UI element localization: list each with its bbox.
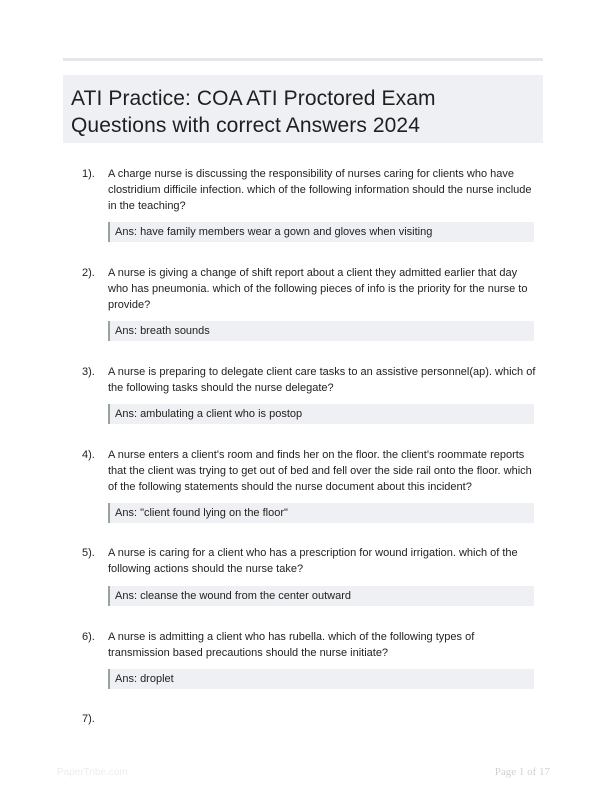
question-number: 5). [82,547,95,559]
answer-box: Ans: "client found lying on the floor" [108,503,534,523]
question-text: A charge nurse is discussing the responsibility of nurses caring for clients who have clostridium difficile infection. which of the following information should the nurse include in the teaching? [108,168,532,212]
page-number: Page 1 of 17 [494,766,550,778]
question-text: A nurse enters a client's room and finds her on the floor. the client's roommate reports that the client was trying to get out of bed and fell over the side rail onto the floor. which of the following statements should the nurse document about this incident? [108,449,532,493]
question-text: A nurse is caring for a client who has a prescription for wound irrigation. which of the following actions should the nurse take? [108,547,518,575]
document-title: ATI Practice: COA ATI Proctored Exam Questions with correct Answers 2024 [71,87,436,137]
question-number: 7). [82,713,95,725]
top-divider [63,58,543,61]
answer-box: Ans: ambulating a client who is postop [108,404,534,424]
answer-box: Ans: droplet [108,669,534,689]
answer-box: Ans: breath sounds [108,321,534,341]
answer-box: Ans: cleanse the wound from the center outward [108,586,534,606]
question-number: 3). [82,366,95,378]
question-text: A nurse is preparing to delegate client care tasks to an assistive personnel(ap). which of the following tasks should the nurse delegate? [108,366,536,394]
question-number: 2). [82,267,95,279]
question-text: A nurse is admitting a client who has rubella. which of the following types of transmission based precautions should the nurse initiate? [108,631,475,659]
question-text: A nurse is giving a change of shift report about a client they admitted earlier that day who has pneumonia. which of the following pieces of info is the priority for the nurse to provide? [108,267,528,311]
question-number: 1). [82,168,95,180]
question-number: 4). [82,449,95,461]
title-panel [63,75,543,143]
footer-watermark: PaperTribe.com [57,767,128,778]
question-number: 6). [82,631,95,643]
answer-box: Ans: have family members wear a gown and gloves when visiting [108,222,534,242]
